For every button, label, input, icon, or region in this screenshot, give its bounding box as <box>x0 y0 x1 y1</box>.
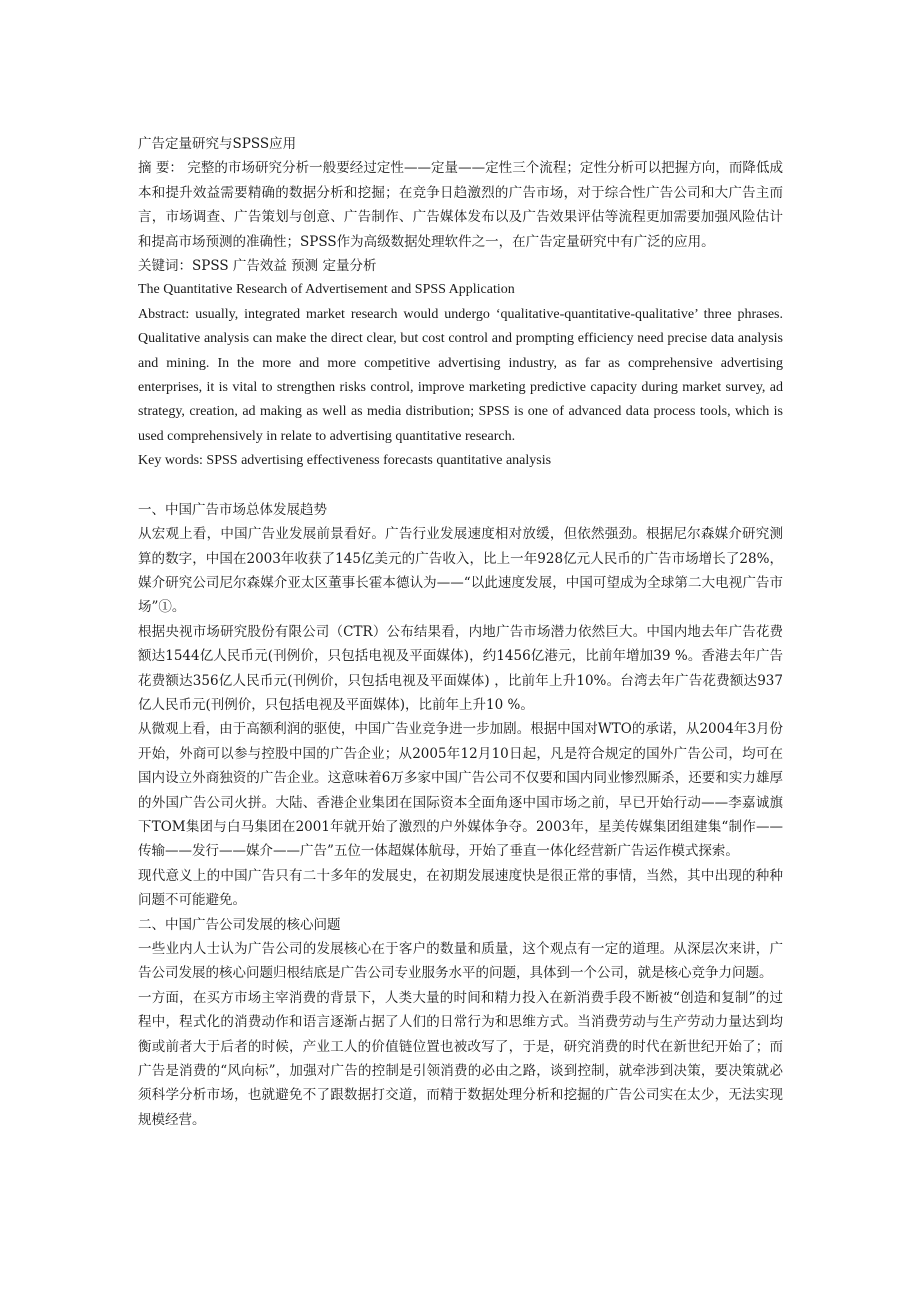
keywords-en: Key words: SPSS advertising effectiveness forecasts quantitative analysis <box>138 453 552 469</box>
section-2-paragraph-2: 一方面，在买方市场主宰消费的背景下，人类大量的时间和精力投入在新消费手段不断被“创造和复制”的过程中，程式化的消费动作和语言逐渐占据了人们的日常行为和思维方式。当消费劳动与生产劳动力量达到均衡或前者大于后者的时候，产业工人的价值链位置也被改写了，于是，研究消费的时代在新世纪开始了；而广告是消费的“风向标”，加强对广告的控制是引领消费的必由之路，谈到控制，就牵涉到决策，要决策就必须科学分析市场，也就避免不了跟数据打交道，而精于数据处理分析和挖掘的广告公司实在太少，无法实现规模经营。 <box>138 989 783 1128</box>
abstract-en: Abstract: usually, integrated market research would undergo ‘qualitative-quantitative-qualitative’ three phrases. Qualitative analysis can make the direct clear, but cost control and prompting efficiency need precise data analysis and mining. In the more and more competitive advertising industry, as far as comprehensive advertising enterprises, it is vital to strengthen risks control, improve marketing predictive capacity during market survey, ad strategy, creation, ad making as well as media distribution; SPSS is one of advanced data process tools, which is used comprehensively in relate to advertising quantitative research. <box>138 306 783 444</box>
document-page <box>138 132 783 1132</box>
section-1-paragraph-1: 从宏观上看，中国广告业发展前景看好。广告行业发展速度相对放缓，但依然强劲。根据尼尔森媒介研究测算的数字，中国在2003年收获了145亿美元的广告收入，比上一年928亿元人民币的广告市场增长了28%，媒介研究公司尼尔森媒介亚太区董事长霍本德认为——“以此速度发展，中国可望成为全球第二大电视广告市场”①。 <box>138 526 783 616</box>
section-2-heading: 二、中国广告公司发展的核心问题 <box>138 916 341 933</box>
section-1-paragraph-2: 根据央视市场研究股份有限公司（CTR）公布结果看，内地广告市场潜力依然巨大。中国内地去年广告花费额达1544亿人民币元(刊例价，只包括电视及平面媒体)，约1456亿港元，比前年增加39 %。香港去年广告花费额达356亿人民币元(刊例价，只包括电视及平面媒体) ，比前年上升10%。台湾去年广告花费额达937亿人民币元(刊例价，只包括电视及平面媒体)，比前年上升10 %。 <box>138 623 783 713</box>
section-1-paragraph-4: 现代意义上的中国广告只有二十多年的发展史，在初期发展速度快是很正常的事情，当然，其中出现的种种问题不可能避免。 <box>138 867 783 909</box>
keywords-cn: 关键词：SPSS 广告效益 预测 定量分析 <box>138 258 377 275</box>
section-1-heading: 一、中国广告市场总体发展趋势 <box>138 501 327 518</box>
title-cn: 广告定量研究与SPSS应用 <box>138 136 297 152</box>
title-en: The Quantitative Research of Advertisement and SPSS Application <box>138 282 515 298</box>
section-1-paragraph-3: 从微观上看，由于高额利润的驱使，中国广告业竞争进一步加剧。根据中国对WTO的承诺，从2004年3月份开始，外商可以参与控股中国的广告企业；从2005年12月10日起，凡是符合规定的国外广告公司，均可在国内设立外商独资的广告企业。这意味着6万多家中国广告公司不仅要和国内同业惨烈厮杀，还要和实力雄厚的外国广告公司火拼。大陆、香港企业集团在国际资本全面角逐中国市场之前，早已开始行动——李嘉诚旗下TOM集团与白马集团在2001年就开始了激烈的户外媒体争夺。2003年，星美传媒集团组建集“制作——传输——发行——媒介——广告”五位一体超媒体航母，开始了垂直一体化经营新广告运作模式探索。 <box>138 721 783 860</box>
blank-line <box>138 474 783 498</box>
section-2-paragraph-1: 一些业内人士认为广告公司的发展核心在于客户的数量和质量，这个观点有一定的道理。从深层次来讲，广告公司发展的核心问题归根结底是广告公司专业服务水平的问题，具体到一个公司，就是核心竞争力问题。 <box>138 941 783 982</box>
abstract-cn: 摘 要： 完整的市场研究分析一般要经过定性——定量——定性三个流程；定性分析可以把握方向，而降低成本和提升效益需要精确的数据分析和挖掘；在竞争日趋激烈的广告市场，对于综合性广告公司和大广告主而言，市场调查、广告策划与创意、广告制作、广告媒体发布以及广告效果评估等流程更加需要加强风险估计和提高市场预测的准确性；SPSS作为高级数据处理软件之一，在广告定量研究中有广泛的应用。 <box>138 160 783 250</box>
